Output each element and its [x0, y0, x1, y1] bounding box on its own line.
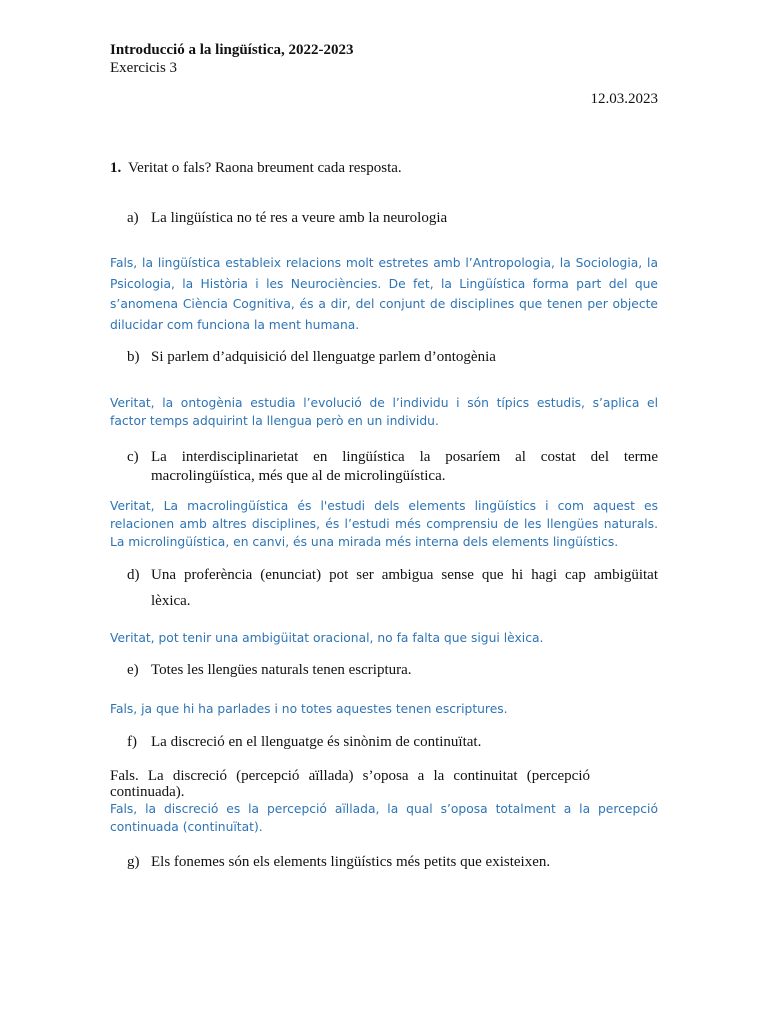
item-a-label: a) [127, 210, 139, 226]
answer-line: continuada). [110, 784, 185, 800]
answer-line: Veritat, la ontogènia estudia l’evolució de l’individu i són típics estudis, s’aplica el [110, 396, 658, 410]
item-f-statement: La discreció en el llenguatge és sinònim de continuïtat. [151, 734, 482, 750]
answer-line: relacionen amb altres disciplines, és l’estudi més comprensiu de les llengües naturals. [110, 517, 658, 531]
statement-line: La interdisciplinarietat en lingüística la posaríem al costat del terme [151, 449, 658, 465]
answer-line: La microlingüística, en canvi, és una mirada més interna dels elements lingüístics. [110, 535, 619, 549]
item-a-statement: La lingüística no té res a veure amb la neurologia [151, 210, 448, 226]
answer-line: factor temps adquirint la llengua però en un individu. [110, 414, 439, 428]
item-f-label: f) [127, 734, 137, 750]
item-b-label: b) [127, 349, 140, 365]
statement-line: macrolingüística, més que al de microlingüística. [151, 468, 446, 484]
answer-line: continuada (continuïtat). [110, 820, 263, 834]
answer-line: Fals, la lingüística estableix relacions molt estretes amb l’Antropologia, la Sociologia, la [110, 256, 658, 270]
exercise-set-label: Exercicis 3 [110, 60, 178, 76]
item-g-label: g) [127, 854, 140, 870]
course-title: Introducció a la lingüística, 2022-2023 [110, 42, 354, 58]
item-e-label: e) [127, 662, 139, 678]
item-d-statement [151, 567, 658, 619]
statement-line: Una proferència (enunciat) pot ser ambigua sense que hi hagi cap ambigüitat [151, 567, 658, 583]
item-c-label: c) [127, 449, 139, 465]
question-number: 1. [110, 160, 122, 176]
answer-line: s’anomena Ciència Cognitiva, és a dir, del conjunt de disciplines que tenen per objecte [110, 297, 658, 311]
item-d-answer: Veritat, pot tenir una ambigüitat oracional, no fa falta que sigui lèxica. [110, 631, 544, 645]
answer-line: dilucidar com funciona la ment humana. [110, 317, 360, 332]
item-f-answer [110, 802, 658, 838]
answer-line: Fals, la discreció es la percepció aïllada, la qual s’oposa totalment a la percepció [110, 802, 658, 816]
item-g-statement: Els fonemes són els elements lingüístics més petits que existeixen. [151, 854, 551, 870]
item-a-answer [110, 256, 658, 338]
document-date: 12.03.2023 [590, 91, 658, 107]
item-e-statement: Totes les llengües naturals tenen escriptura. [151, 662, 412, 678]
answer-line: Veritat, La macrolingüística és l'estudi dels elements lingüístics i com aquest es [110, 499, 658, 513]
answer-line: Fals. La discreció (percepció aïllada) s’oposa a la continuitat (percepció [110, 768, 590, 784]
item-e-answer: Fals, ja que hi ha parlades i no totes aquestes tenen escriptures. [110, 702, 508, 716]
item-d-label: d) [127, 567, 140, 583]
item-b-answer [110, 396, 658, 432]
item-c-statement [151, 449, 658, 487]
question-prompt: Veritat o fals? Raona breument cada resposta. [128, 160, 402, 176]
item-f-black-answer [110, 768, 590, 800]
statement-line: lèxica. [151, 593, 191, 609]
answer-line: Psicologia, la Història i les Neurociències. De fet, la Lingüística forma part del que [110, 276, 658, 291]
item-b-statement: Si parlem d’adquisició del llenguatge parlem d’ontogènia [151, 349, 496, 365]
item-c-answer [110, 499, 658, 553]
